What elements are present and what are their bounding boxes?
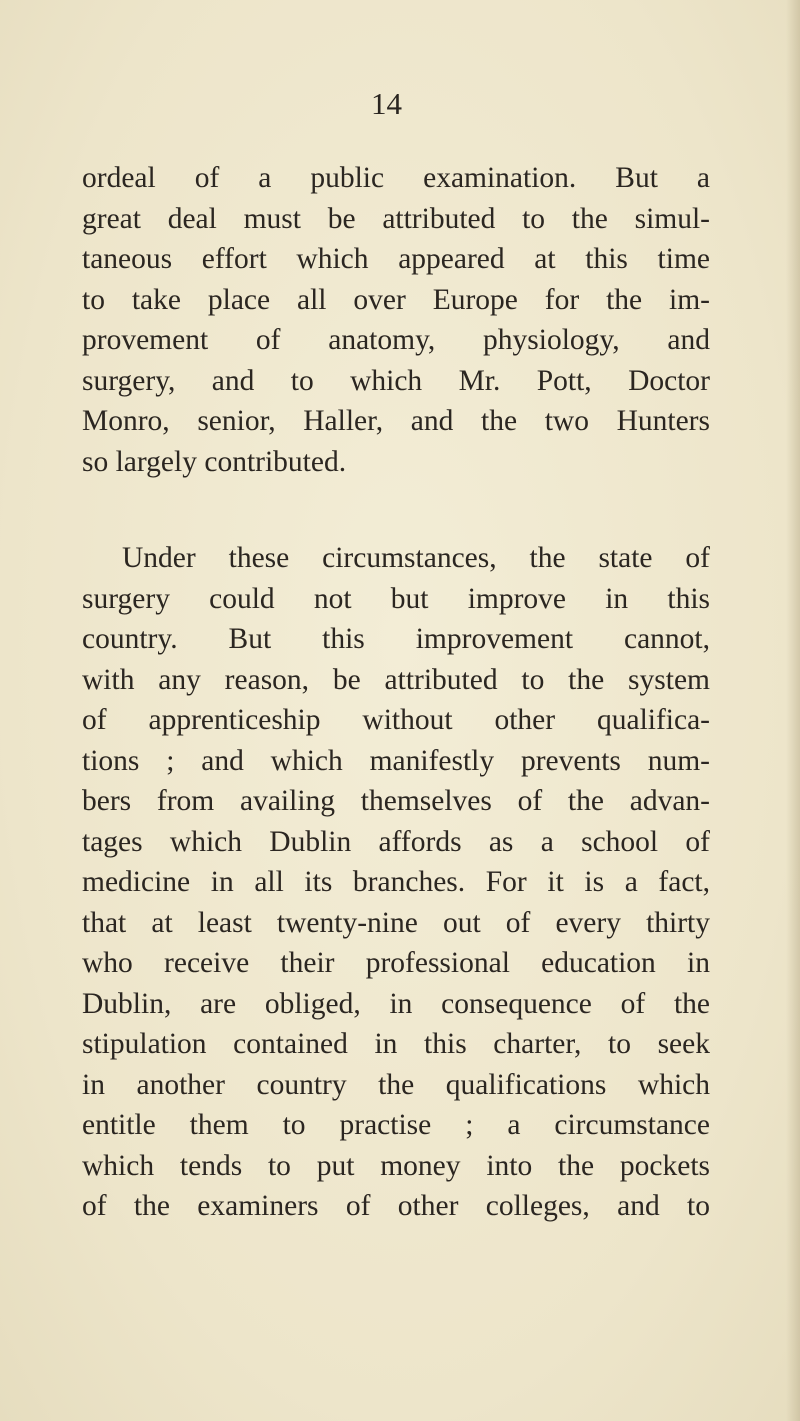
text-line: so largely contributed. (82, 445, 347, 478)
text-line: tages which Dublin affords as a school of (82, 825, 710, 858)
text-line: of the examiners of other colleges, and to (82, 1190, 710, 1222)
text-line: who receive their professional education in (82, 947, 710, 979)
text-line: in another country the qualifications which (82, 1068, 710, 1101)
text-line: ordeal of a public examination. But a (82, 162, 710, 194)
text-line: Monro, senior, Haller, and the two Hunters (82, 405, 710, 437)
text-line: tions ; and which manifestly prevents num- (82, 744, 710, 777)
text-line: taneous effort which appeared at this time (82, 243, 710, 275)
text-line: surgery could not but improve in this (82, 582, 710, 615)
text-line: bers from availing themselves of the advan- (82, 785, 710, 817)
text-line: medicine in all its branches. For it is a fact, (82, 866, 710, 898)
text-line: Dublin, are obliged, in consequence of the (82, 987, 710, 1020)
text-line: stipulation contained in this charter, to seek (82, 1028, 710, 1060)
page-edge-shadow (786, 0, 800, 1421)
paragraph-2 (82, 538, 710, 1227)
paragraph-1 (82, 158, 710, 482)
text-line: with any reason, be attributed to the system (82, 663, 710, 696)
page-number: 14 (371, 86, 402, 121)
text-line: to take place all over Europe for the im- (82, 283, 710, 316)
text-line: entitle them to practise ; a circumstance (82, 1109, 710, 1141)
text-line: provement of anatomy, physiology, and (82, 324, 710, 356)
text-line: great deal must be attributed to the simul- (82, 202, 710, 235)
text-line: of apprenticeship without other qualifica- (82, 704, 710, 736)
text-line: that at least twenty-nine out of every thirty (82, 906, 710, 939)
text-line: Under these circumstances, the state of (122, 542, 710, 574)
text-line: which tends to put money into the pockets (82, 1149, 710, 1182)
text-line: surgery, and to which Mr. Pott, Doctor (82, 364, 710, 397)
text-line: country. But this improvement cannot, (82, 623, 710, 655)
